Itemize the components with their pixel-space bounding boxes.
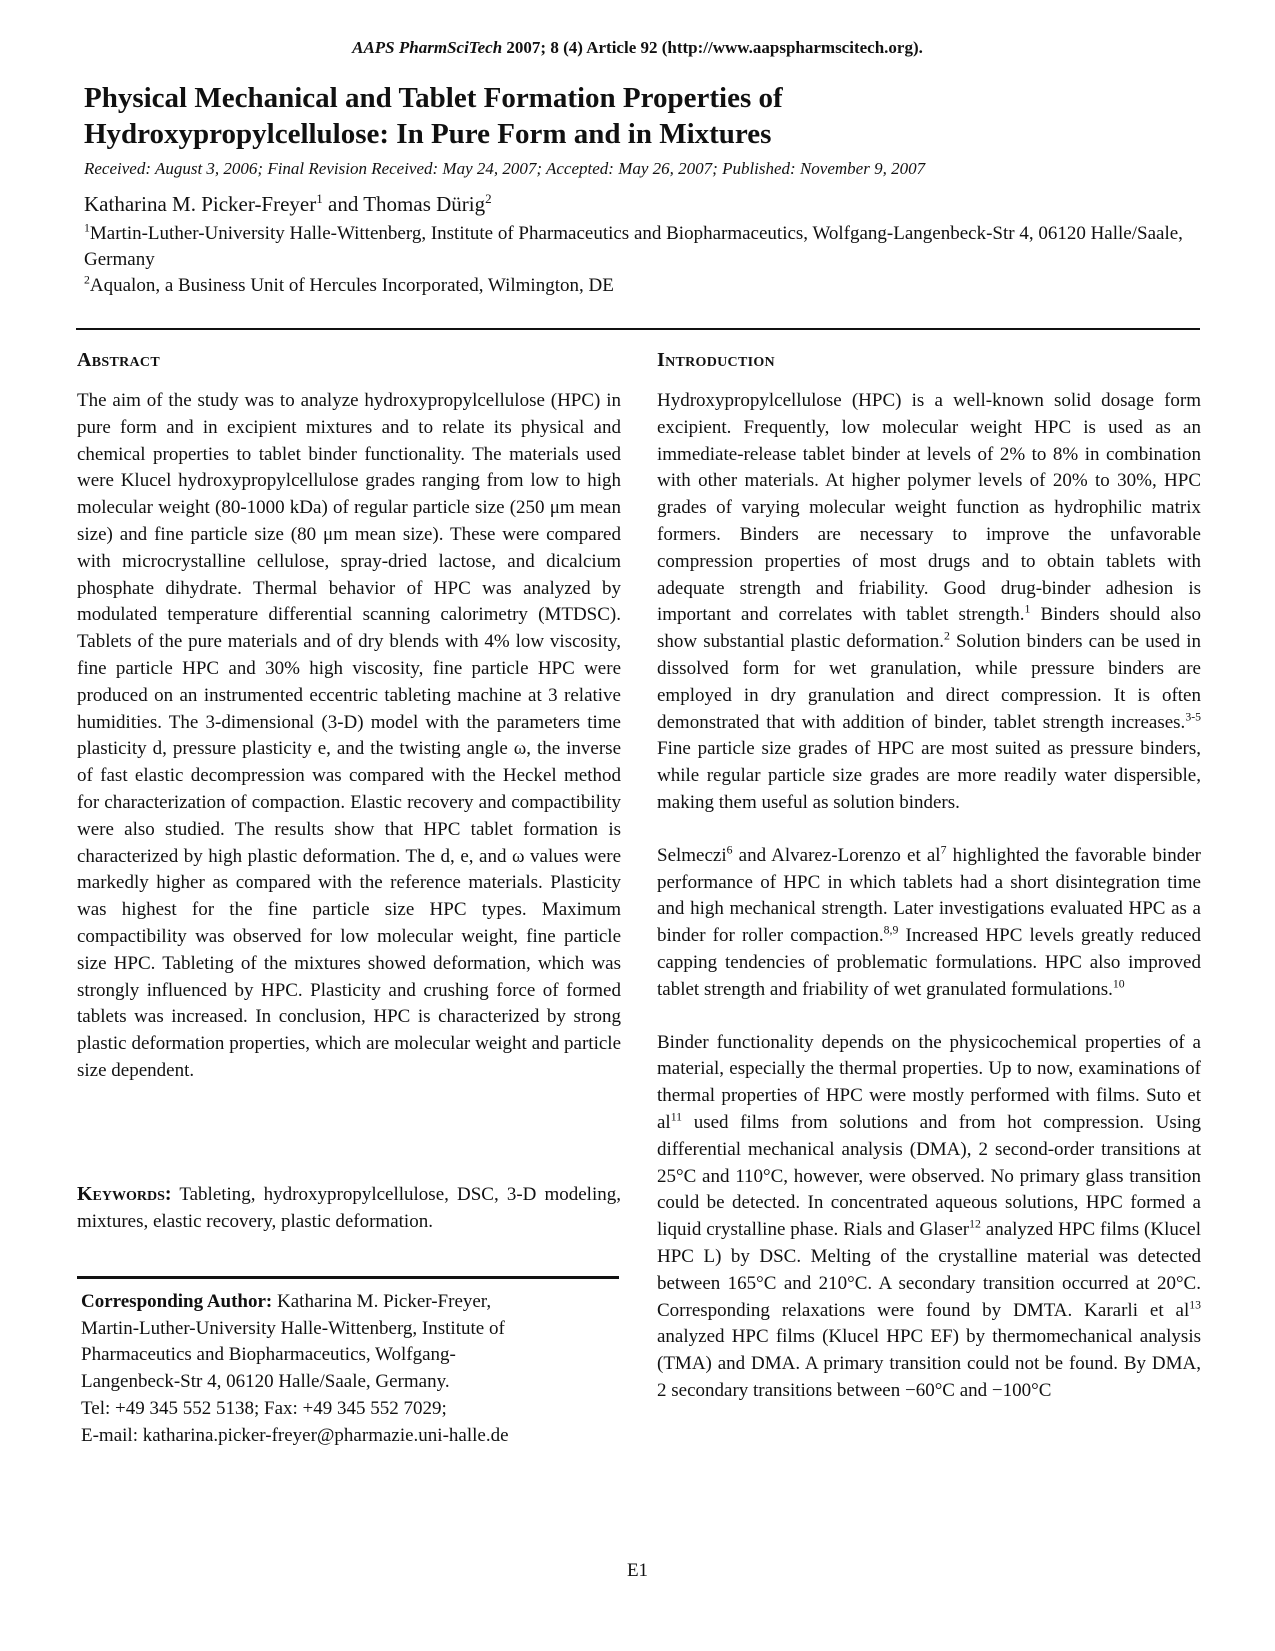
intro-p3-text-b: used films from solutions and from hot compression. Using differential mechanical analysis (DMA), 2 second-order transitions at 25°C and 110°C, however, were observed. No primary glass transition could be detected. In concentrated aqueous solutions, HPC formed a liquid crystalline phase. Rials and Glaser	[657, 1111, 1201, 1241]
intro-p1-text-c: Solution binders can be used in dissolved form for wet granulation, while pressure binders are employed in dry granulation and direct compression. It is often demonstrated that with addition of binder, tablet strength increases.	[657, 631, 1201, 733]
journal-citation: 2007; 8 (4) Article 92 (http://www.aapspharmscitech.org).	[502, 38, 923, 57]
affiliation-2-sup: 2	[84, 273, 90, 287]
citation-ref: 6	[726, 843, 733, 857]
intro-p2-text-c: highlighted the favorable binder performance of HPC in which tablets had a short disintegration time and high mechanical strength. Later investigations evaluated HPC as a binder for roller compaction.	[657, 844, 1201, 947]
corresponding-line-4: Langenbeck-Str 4, 06120 Halle/Saale, Germany.	[81, 1371, 450, 1393]
author-2: and Thomas Dürig	[322, 192, 486, 216]
intro-p2-text-b: and Alvarez-Lorenzo et al	[732, 844, 941, 866]
corresponding-email: E-mail: katharina.picker-freyer@pharmazie.uni-halle.de	[81, 1424, 509, 1446]
corresponding-line-2: Martin-Luther-University Halle-Wittenberg, Institute of	[81, 1317, 505, 1339]
intro-p3-text-a: Binder functionality depends on the physicochemical properties of a material, especially the thermal properties. Up to now, examinations of thermal properties of HPC were mostly performed with films. Suto et al	[657, 1031, 1201, 1133]
author-list	[84, 190, 492, 218]
corresponding-name: Katharina M. Picker-Freyer,	[272, 1290, 492, 1312]
intro-paragraph-2	[657, 843, 1201, 1004]
left-column	[77, 346, 621, 1450]
citation-ref: 12	[969, 1217, 981, 1231]
keywords-label: Keywords:	[77, 1182, 172, 1205]
citation-ref: 10	[1112, 977, 1125, 991]
corresponding-line-3: Pharmaceutics and Biopharmaceutics, Wolfgang-	[81, 1344, 456, 1366]
citation-ref: 11	[670, 1110, 683, 1124]
citation-ref: 2	[944, 629, 950, 643]
received-dates: Received: August 3, 2006; Final Revision Received: May 24, 2007; Accepted: May 26, 2007; Published: November 9, 2007	[84, 159, 926, 178]
header-divider	[76, 328, 1200, 330]
citation-ref: 8,9	[883, 923, 899, 937]
corresponding-phone: Tel: +49 345 552 5138; Fax: +49 345 552 7029;	[81, 1398, 447, 1419]
author-1-affil-sup: 1	[316, 191, 323, 206]
corresponding-label: Corresponding Author:	[81, 1290, 273, 1312]
affiliation-2-text: Aqualon, a Business Unit of Hercules Incorporated, Wilmington, DE	[89, 275, 614, 296]
intro-paragraph-3	[657, 1030, 1201, 1405]
title-line-1: Physical Mechanical and Tablet Formation Properties of	[84, 82, 783, 114]
introduction-heading: Introduction	[657, 349, 775, 371]
intro-p2-text-d: Increased HPC levels greatly reduced capping tendencies of problematic formulations. HPC also improved tablet strength and friability of wet granulated formulations.	[657, 925, 1201, 1000]
intro-p3-text-c: analyzed HPC films (Klucel HPC L) by DSC. Melting of the crystalline material was detected between 165°C and 210°C. A secondary transition occurred at 20°C. Corresponding relaxations were found by DMTA. Kararli et al	[657, 1219, 1201, 1321]
intro-p2-text-a: Selmeczi	[657, 844, 727, 866]
citation-ref: 1	[1024, 603, 1031, 617]
intro-paragraph-1	[657, 388, 1201, 817]
affiliation-1	[84, 221, 1204, 273]
citation-ref: 7	[940, 843, 947, 857]
citation-ref: 13	[1189, 1298, 1201, 1312]
abstract-heading: Abstract	[77, 349, 160, 371]
affiliation-1-sup: 1	[84, 221, 90, 235]
corresponding-divider	[77, 1276, 619, 1279]
abstract-text: The aim of the study was to analyze hydroxypropylcellulose (HPC) in pure form and in excipient mixtures and to relate its physical and chemical properties to tablet binder functionality. The materials used were Klucel hydroxypropylcellulose grades ranging from low to high molecular weight (80-1000 kDa) of regular particle size (250 μm mean size) and fine particle size (80 μm mean size). These were compared with microcrystalline cellulose, spray-dried lactose, and dicalcium phosphate dihydrate. Thermal behavior of HPC was analyzed by modulated temperature differential scanning calorimetry (MTDSC). Tablets of the pure materials and of dry blends with 4% low viscosity, fine particle HPC and 30% high viscosity, fine particle HPC were produced on an instrumented eccentric tableting machine at 3 relative humidities. The 3-dimensional (3-D) model with the parameters time plasticity d, pressure plasticity e, and the twisting angle ω, the inverse of fast elastic decompression was compared with the Heckel method for characterization of compaction. Elastic recovery and compactibility were also studied. The results show that HPC tablet formation is characterized by high plastic deformation. The d, e, and ω values were markedly higher as compared with the reference materials. Plasticity was highest for the fine particle size HPC types. Maximum compactibility was observed for low molecular weight, fine particle size HPC. Tableting of the mixtures showed deformation, which was strongly influenced by HPC. Plasticity and crushing force of formed tablets was increased. In conclusion, HPC is characterized by strong plastic deformation properties, which are molecular weight and particle size dependent.	[77, 390, 621, 1081]
journal-header	[0, 38, 1275, 58]
intro-p1-text-b: Binders should also show substantial plastic deformation.	[657, 604, 1201, 653]
citation-ref: 3-5	[1185, 710, 1201, 724]
author-2-affil-sup: 2	[485, 191, 492, 206]
page-number: E1	[626, 1560, 649, 1581]
intro-p1-text-d: Fine particle size grades of HPC are most suited as pressure binders, while regular particle size grades are more readily water dispersible, making them useful as solution binders.	[657, 738, 1201, 813]
corresponding-author	[77, 1289, 621, 1450]
affiliation-1-text: Martin-Luther-University Halle-Wittenberg, Institute of Pharmaceutics and Biopharmaceutics, Wolfgang-Langenbeck-Str 4, 06120 Halle/Saale, Germany	[84, 223, 1183, 270]
intro-p3-text-d: analyzed HPC films (Klucel HPC EF) by thermomechanical analysis (TMA) and DMA. A primary transition could not be found. By DMA, 2 secondary transitions between −60°C and −100°C	[657, 1326, 1201, 1401]
paper-title	[84, 80, 1204, 152]
title-line-2: Hydroxypropylcellulose: In Pure Form and in Mixtures	[84, 118, 772, 150]
intro-p1-text-a: Hydroxypropylcellulose (HPC) is a well-known solid dosage form excipient. Frequently, low molecular weight HPC is used as an immediate-release tablet binder at levels of 2% to 8% in combination with other materials. At higher polymer levels of 20% to 30%, HPC grades of varying molecular weight function as hydrophilic matrix formers. Binders are necessary to improve the unfavorable compression properties of most drugs and to obtain tablets with adequate strength and friability. Good drug-binder adhesion is important and correlates with tablet strength.	[657, 390, 1201, 626]
right-column	[657, 346, 1201, 1405]
author-1: Katharina M. Picker-Freyer	[84, 192, 317, 216]
keywords-text: Tableting, hydroxypropylcellulose, DSC, 3-D modeling, mixtures, elastic recovery, plastic deformation.	[77, 1183, 621, 1232]
journal-name: AAPS PharmSciTech	[352, 38, 503, 57]
keywords	[77, 1181, 621, 1236]
affiliation-2	[84, 273, 1204, 299]
